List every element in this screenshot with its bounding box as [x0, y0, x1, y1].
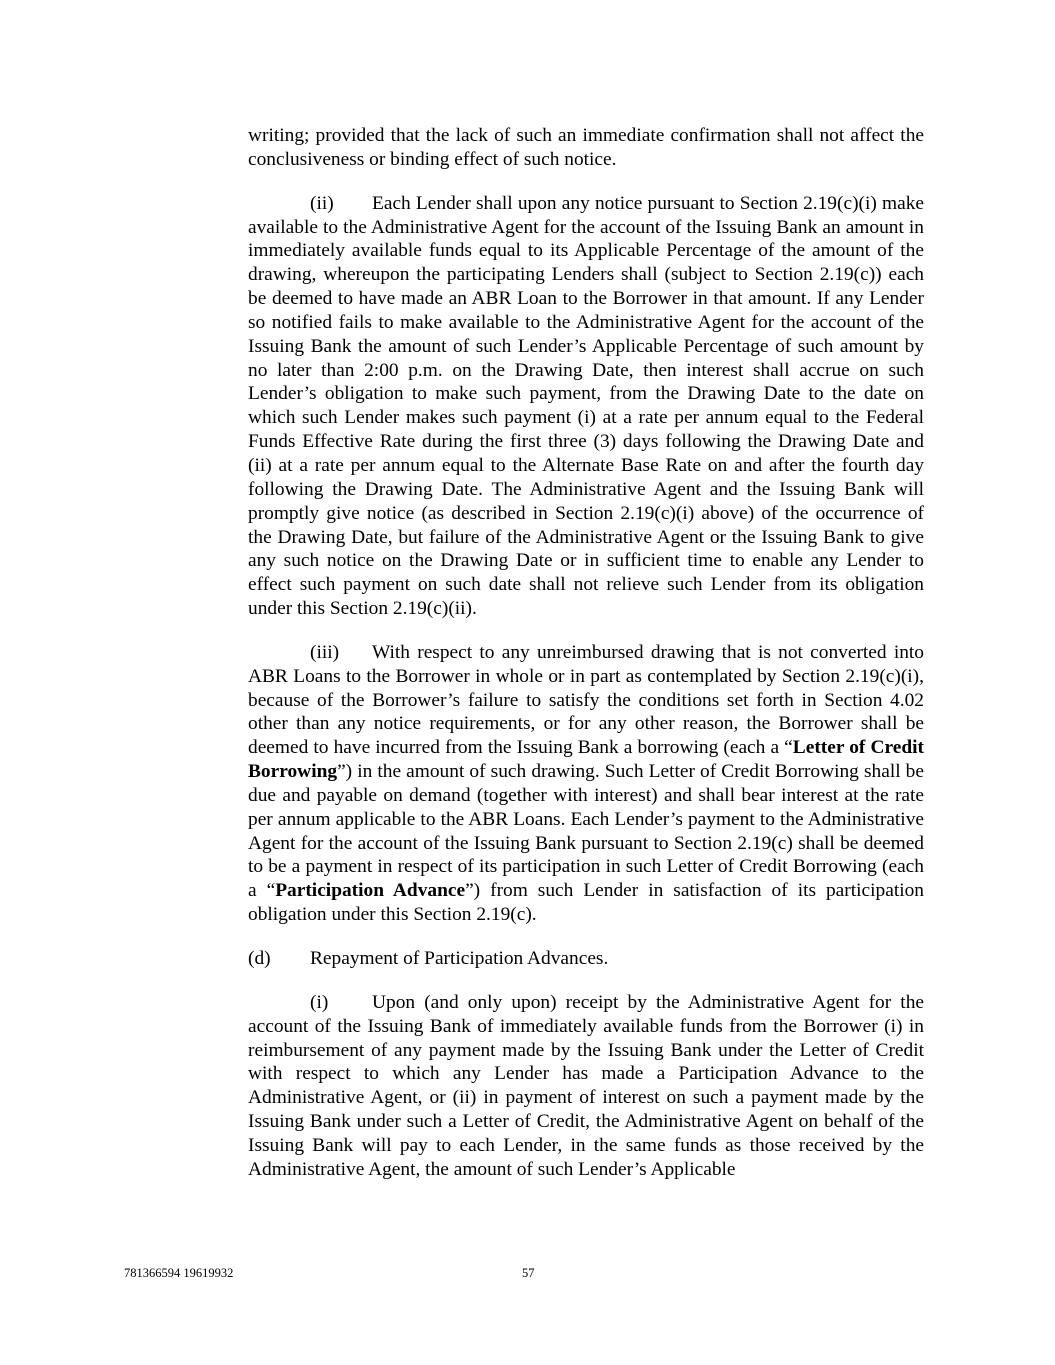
- paragraph-text: With respect to any unreimbursed drawing that is not converted into ABR Loans to the Borrower in whole or in part as contemplated by Section 2.19(c)(i), because of the Borrower’s failure to satisfy the conditions set forth in Section 4.02 other than any notice requirements, or for any other reason, the Borrower shall be deemed to have incurred from the Issuing Bank a borrowing (each a “: [248, 641, 924, 759]
- paragraph-text: Upon (and only upon) receipt by the Administrative Agent for the account of the Issuing Bank of immediately available funds from the Borrower (i) in reimbursement of any payment made by the Issuing Bank under the Letter of Credit with respect to which any Lender has made a Participation Advance to the Administrative Agent, or (ii) in payment of interest on such a payment made by the Issuing Bank under such a Letter of Credit, the Administrative Agent on behalf of the Issuing Bank will pay to each Lender, in the same funds as those received by the Administrative Agent, the amount of such Lender’s Applicable: [248, 991, 924, 1180]
- paragraph-text: Each Lender shall upon any notice pursuant to Section 2.19(c)(i) make available to the Administrative Agent for the account of the Issuing Bank an amount in immediately available funds equal to its Applicable Percentage of the amount of the drawing, whereupon the participating Lenders shall (subject to Section 2.19(c)) each be deemed to have made an ABR Loan to the Borrower in that amount. If any Lender so notified fails to make available to the Administrative Agent for the account of the Issuing Bank the amount of such Lender’s Applicable Percentage of such amount by no later than 2:00 p.m. on the Drawing Date, then interest shall accrue on such Lender’s obligation to make such payment, from the Drawing Date to the date on which such Lender makes such payment (i) at a rate per annum equal to the Federal Funds Effective Rate during the first three (3) days following the Drawing Date and (ii) at a rate per annum equal to the Alternate Base Rate on and after the fourth day following the Drawing Date. The Administrative Agent and the Issuing Bank will promptly give notice (as described in Section 2.19(c)(i) above) of the occurrence of the Drawing Date, but failure of the Administrative Agent or the Issuing Bank to give any such notice on the Drawing Date or in sufficient time to enable any Lender to effect such payment on such date shall not relieve such Lender from its obligation under this Section 2.19(c)(ii).: [248, 192, 924, 620]
- defined-term: Letter of Credit Borrowing: [248, 737, 924, 783]
- section-number: (d): [248, 948, 271, 969]
- section-title: Repayment of Participation Advances.: [310, 948, 609, 969]
- defined-term: Participation Advance: [275, 880, 466, 902]
- paragraph-continuation: [248, 124, 924, 172]
- paragraph-ii: [248, 192, 924, 621]
- paragraph-number: (i): [310, 991, 329, 1013]
- paragraph-text: ”) from such Lender in satisfaction of its participation obligation under this Section 2.19(c).: [248, 880, 924, 926]
- paragraph-number: (ii): [310, 192, 334, 214]
- paragraph-d-i: [248, 991, 924, 1182]
- paragraph-text: writing; provided that the lack of such an immediate confirmation shall not affect the conclusiveness or binding effect of such notice.: [248, 125, 924, 170]
- paragraph-iii: [248, 641, 924, 927]
- body-text: [248, 124, 924, 1202]
- paragraph-number: (iii): [310, 641, 340, 663]
- footer-page-number: 57: [522, 1266, 535, 1280]
- section-heading-d: [248, 947, 924, 971]
- footer-document-id: 781366594 19619932: [124, 1266, 234, 1280]
- paragraph-text: ”) in the amount of such drawing. Such Letter of Credit Borrowing shall be due and payable on demand (together with interest) and shall bear interest at the rate per annum applicable to the ABR Loans. Each Lender’s payment to the Administrative Agent for the account of the Issuing Bank pursuant to Section 2.19(c) shall be deemed to be a payment in respect of its participation in such Letter of Credit Borrowing (each a “: [248, 761, 924, 902]
